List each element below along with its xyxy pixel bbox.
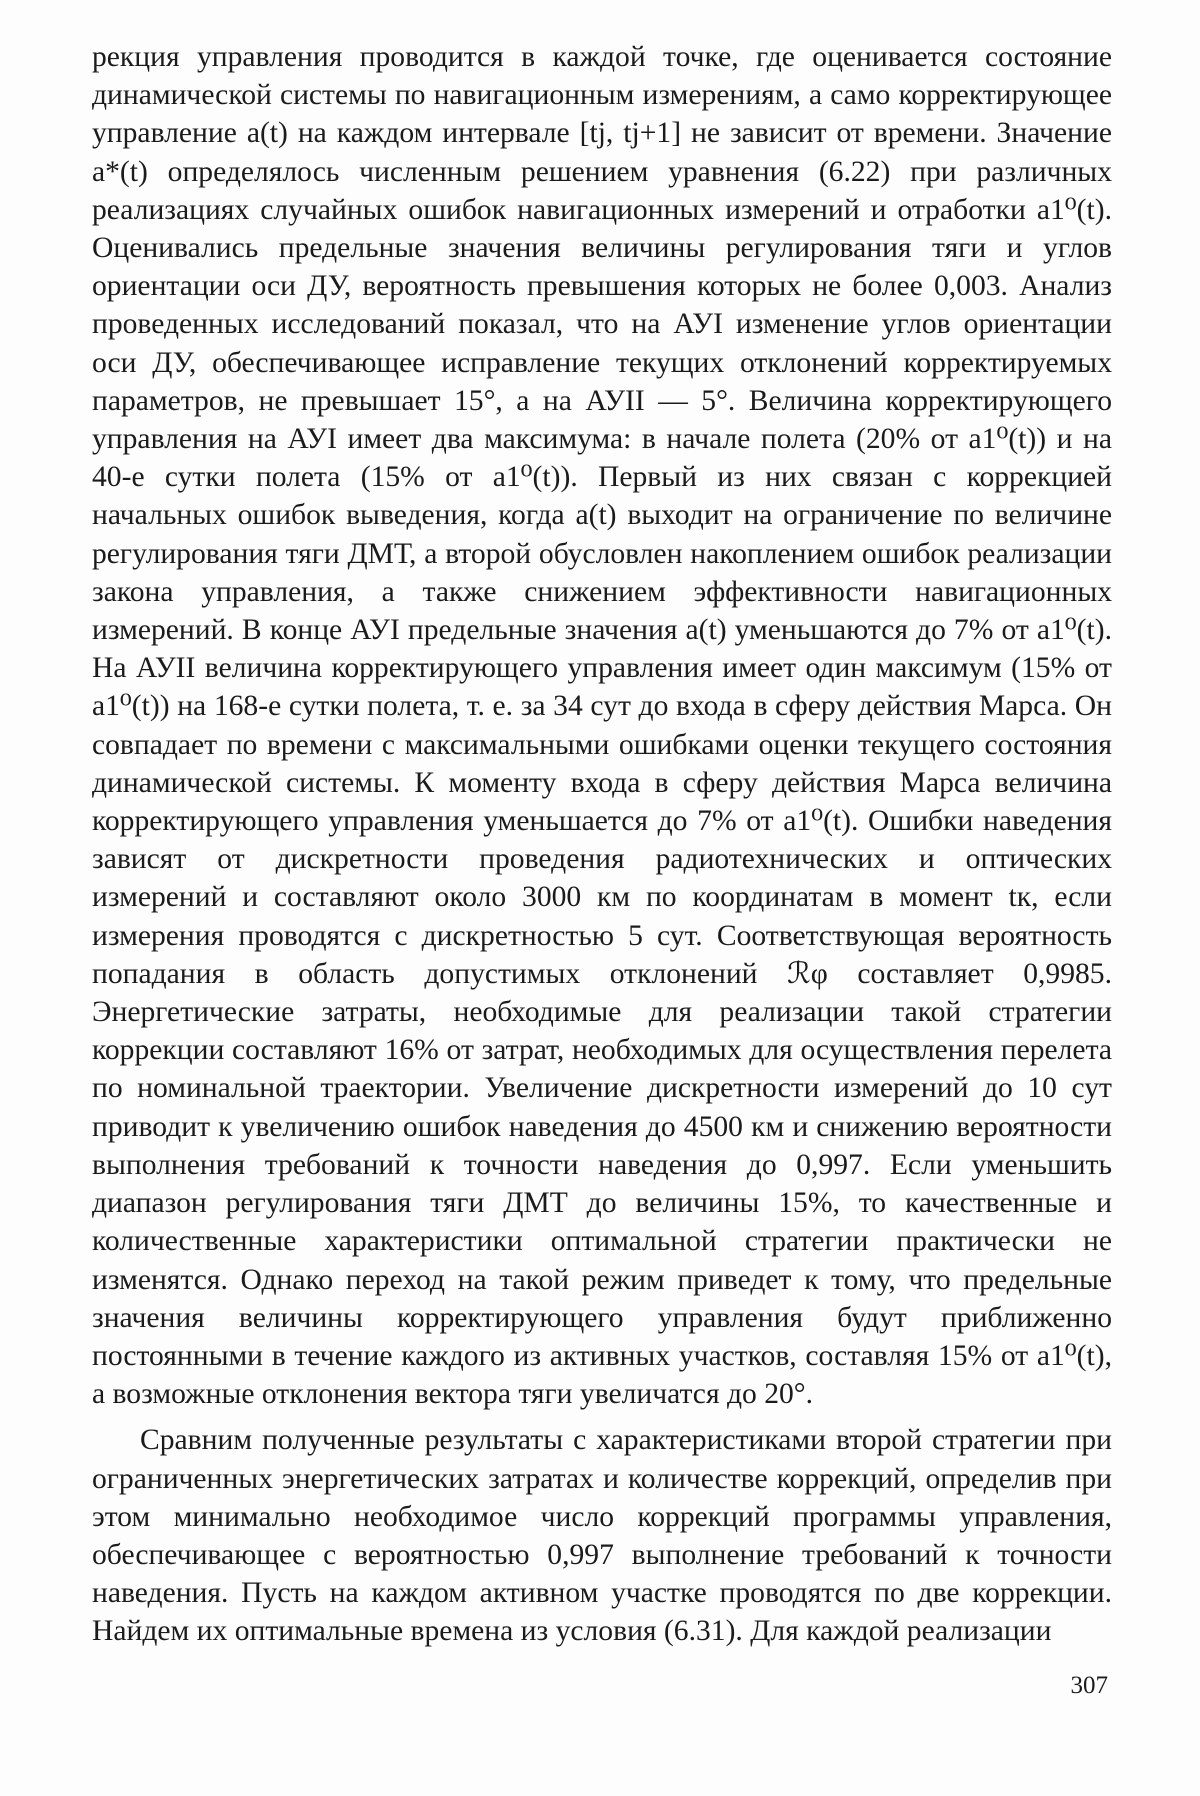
page-number: 307: [1070, 1672, 1108, 1699]
body-text: [92, 38, 1112, 1651]
paragraph-continued: рекция управления проводится в каждой точке, где оценивается состояние динамической системы по навигационным измерениям, а само корректирующее управление a(t) на каждом интервале [tj, tj+1] не зависит от времени. Значение a*(t) определялось численным решением уравнения (6.22) при различных реализациях случайных ошибок навигационных измерений и отработки a1⁰(t). Оценивались предельные значения величины регулирования тяги и углов ориентации оси ДУ, вероятность превышения которых не более 0,003. Анализ проведенных исследований показал, что на АУI изменение углов ориентации оси ДУ, обеспечивающее исправление текущих отклонений корректируемых параметров, не превышает 15°, а на АУII — 5°. Величина корректирующего управления на АУI имеет два максимума: в начале полета (20% от a1⁰(t)) и на 40-е сутки полета (15% от a1⁰(t)). Первый из них связан с коррекцией начальных ошибок выведения, когда a(t) выходит на ограничение по величине регулирования тяги ДМТ, а второй обусловлен накоплением ошибок реализации закона управления, а также снижением эффективности навигационных измерений. В конце АУI предельные значения a(t) уменьшаются до 7% от a1⁰(t). На АУII величина корректирующего управления имеет один максимум (15% от a1⁰(t)) на 168-е сутки полета, т. е. за 34 сут до входа в сферу действия Марса. Он совпадает по времени с максимальными ошибками оценки текущего состояния динамической системы. К моменту входа в сферу действия Марса величина корректирующего управления уменьшается до 7% от a1⁰(t). Ошибки наведения зависят от дискретности проведения радиотехнических и оптических измерений и составляют около 3000 км по координатам в момент tк, если измерения проводятся с дискретностью 5 сут. Соответствующая вероятность попадания в область допустимых отклонений ℛφ составляет 0,9985. Энергетические затраты, необходимые для реализации такой стратегии коррекции составляют 16% от затрат, необходимых для осуществления перелета по номинальной траектории. Увеличение дискретности измерений до 10 сут приводит к увеличению ошибок наведения до 4500 км и снижению вероятности выполнения требований к точности наведения до 0,997. Если уменьшить диапазон регулирования тяги ДМТ до величины 15%, то качественные и количественные характеристики оптимальной стратегии практически не изменятся. Однако переход на такой режим приведет к тому, что предельные значения величины корректирующего управления будут приближенно постоянными в течение каждого из активных участков, составляя 15% от a1⁰(t), а возможные отклонения вектора тяги увеличатся до 20°.: [92, 41, 1112, 1411]
paragraph-new: Сравним полученные результаты с характеристиками второй стратегии при ограниченных энергетических затратах и количестве коррекций, определив при этом минимально необходимое число коррекций программы управления, обеспечивающее с вероятностью 0,997 выполнение требований к точности наведения. Пусть на каждом активном участке проводятся по две коррекции. Найдем их оптимальные времена из условия (6.31). Для каждой реализации: [92, 1424, 1112, 1648]
